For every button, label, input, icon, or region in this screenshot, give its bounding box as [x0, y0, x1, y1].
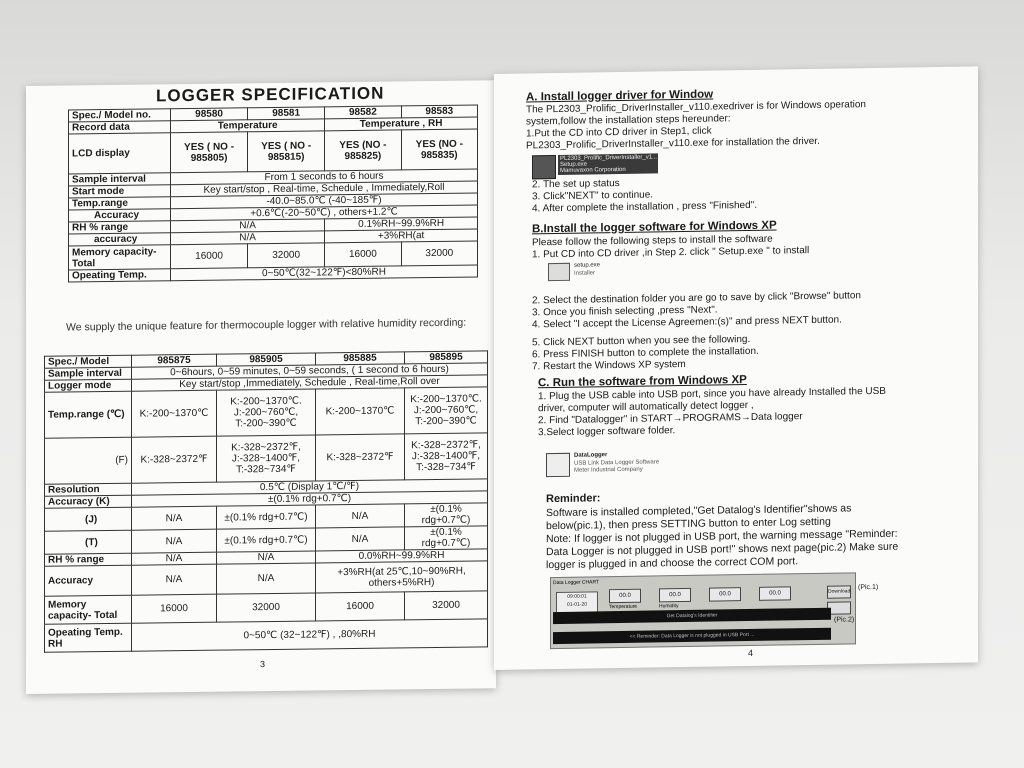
mem-cell: 32000 — [248, 243, 325, 268]
tf-cell: K:-328~2372℉, J:-328~1400℉, T:-328~734℉ — [405, 433, 488, 480]
acc-a: N/A — [132, 564, 217, 595]
op-label: Opeating Temp. RH — [45, 623, 132, 652]
reminder-line: Note: If logger is not plugged in USB port, the warning message "Reminder: — [546, 527, 898, 546]
setup-icon-label: setup.exe — [574, 262, 601, 269]
model: 985895 — [405, 351, 488, 364]
pic-value: 00.0 — [709, 587, 741, 602]
acct-cell: ±(0.1% rdg+0.7℃) — [405, 526, 488, 550]
rh-label: RH % range — [45, 553, 132, 566]
rh-c: 0.0%RH~99.9%RH — [316, 549, 488, 563]
acc-b: N/A — [217, 563, 316, 594]
accj-cell: N/A — [132, 506, 217, 530]
model: 985875 — [132, 354, 217, 367]
table-row — [69, 129, 478, 174]
tf-cell: K:-328~2372℉ — [316, 434, 405, 481]
rhacc-label: accuracy — [69, 233, 171, 246]
tc-cell: K:-200~1370℃ — [132, 390, 217, 437]
lcd-label: LCD display — [69, 133, 171, 174]
lcd-cell: YES (NO - 985825) — [325, 130, 401, 171]
start-value: Key start/stop , Real-time, Schedule , Immediately,Roll — [171, 181, 478, 197]
table-row — [45, 387, 488, 438]
model: 98582 — [325, 106, 401, 119]
pic-hum-label: Humidity — [659, 603, 679, 610]
acct-cell: N/A — [316, 527, 405, 551]
trange-value: -40.0~85.0℃ (-40~185℉) — [171, 193, 478, 209]
step-line: 4. Select "I accept the License Agreemen:(s)" and press NEXT button. — [532, 314, 842, 331]
acck-label: Accuracy (K) — [45, 495, 132, 508]
mem-cell: 32000 — [217, 593, 316, 622]
section-a-title: A. Install logger driver for Window — [526, 88, 714, 104]
acct-cell: ±(0.1% rdg+0.7℃) — [217, 528, 316, 552]
rh-a: N/A — [132, 552, 217, 565]
mode-value: Key start/stop ,Immediately, Schedule , Real-time,Roll over — [132, 375, 488, 391]
model: 98580 — [171, 108, 248, 121]
text-line: PL2303_Prolific_DriverInstaller_v110.exe for installation the driver. — [526, 135, 820, 152]
text-line: 1. Plug the USB cable into USB port, since you have already Installed the USB — [538, 385, 886, 403]
tc-cell: K:-200~1370℃. J:-200~760℃, T:-200~390℃ — [217, 389, 316, 436]
tf-cell: K:-328~2372℉ — [132, 436, 217, 483]
model: 98583 — [401, 105, 477, 118]
model: 985905 — [217, 353, 316, 366]
page-number: 3 — [260, 659, 266, 670]
spec-table-2 — [44, 350, 488, 652]
acct-cell: N/A — [132, 529, 217, 553]
accj-label: (J) — [45, 507, 132, 531]
mem-label: Memory capacity- Total — [45, 595, 132, 624]
mem-cell: 16000 — [132, 594, 217, 623]
sample-value: 0~6hours, 0~59 minutes, 0~59 seconds, ( 1 second to 6 hours) — [132, 363, 488, 379]
spec-label: Spec./ Model — [45, 355, 132, 368]
reminder-line: below(pic.1), then press SETTING button to enter Log setting — [546, 515, 831, 533]
acc-c: +3%RH(at 25℃,10~90%RH, others+5%RH) — [316, 561, 488, 593]
text-line: system,follow the installation steps hereunder: — [526, 113, 731, 128]
record-label: Record data — [69, 121, 171, 134]
step-line: 6. Press FINISH button to complete the installation. — [532, 345, 759, 361]
text-line: 2. Find "Datalogger" in START→PROGRAMS→Data logger — [538, 411, 803, 427]
text-line: driver, computer will automatically detect logger , — [538, 399, 754, 415]
reminder-line: Software is installed completed,"Get Datalog's Identifier"shows as — [546, 502, 852, 520]
acct-label: (T) — [45, 530, 132, 554]
thumb-line: PL2303_Prolific_DriverInstaller_v1... — [560, 154, 658, 162]
trange-label: Temp.range (℃) — [45, 391, 132, 438]
record-temp-rh: Temperature , RH — [325, 117, 478, 131]
acc-a: N/A — [171, 219, 325, 233]
rh-b: +3%RH(at — [325, 229, 478, 243]
section-c-title: C. Run the software from Windows XP — [538, 374, 747, 390]
sample-label: Sample interval — [45, 367, 132, 380]
table-row — [45, 433, 488, 484]
page-number: 4 — [748, 647, 754, 659]
sample-label: Sample interval — [69, 173, 171, 186]
rh-b: N/A — [217, 551, 316, 564]
step-line: 1. Put CD into CD driver ,in Step 2. click " Setup.exe " to install — [532, 245, 810, 261]
tc-cell: K:-200~1370℃. J:-200~760℃, T:-200~390℃ — [405, 387, 488, 434]
spec-table-1 — [68, 104, 478, 282]
right-page — [494, 66, 978, 670]
mem-cell: 16000 — [316, 592, 405, 621]
pic-temp-label: Temperature — [609, 603, 638, 611]
pic-bar-identifier: Get Datalog's Identifier — [553, 608, 831, 624]
rh-a: N/A — [171, 231, 325, 245]
pic-title: Data Logger CHART — [553, 579, 600, 587]
rh-label: RH % range — [69, 221, 171, 234]
spec-label: Spec./ Model no. — [69, 109, 171, 122]
page-title: LOGGER SPECIFICATION — [156, 83, 385, 106]
table-row — [45, 619, 488, 652]
text-line: Please follow the following steps to install the software — [532, 233, 773, 249]
section-b-title: B.Install the logger software for Windows XP — [532, 219, 777, 236]
tf-cell: K:-328~2372℉, J:-328~1400℉, T:-328~734℉ — [217, 435, 316, 482]
mem-cell: 32000 — [401, 241, 477, 266]
acc-label: Accuracy — [45, 565, 132, 596]
pic-value: 00.0 — [609, 589, 641, 604]
step-line: 5. Click NEXT button when you see the following. — [532, 333, 751, 349]
mem-cell: 16000 — [325, 242, 401, 267]
pic-value: 00.0 — [659, 588, 691, 603]
pic1-caption: (Pic.1) — [858, 583, 879, 592]
op-value: 0~50℃ (32~122℉) , ,80%RH — [132, 619, 488, 651]
setup-computer-icon — [548, 263, 570, 281]
accj-cell: N/A — [316, 504, 405, 528]
step-line: 4. After complete the installation , press "Finished". — [532, 199, 757, 215]
software-screenshot — [550, 572, 856, 649]
mem-cell: 16000 — [171, 244, 248, 269]
text-line: The PL2303_Prolific_DriverInstaller_v110.exedriver is for Windows operation — [526, 99, 866, 116]
step-line: 3. Once you finish selecting ,press "Next". — [532, 304, 718, 319]
record-temp: Temperature — [171, 119, 325, 133]
accj-cell: ±(0.1% rdg+0.7℃) — [217, 505, 316, 529]
datalogger-icon-label: DataLogger — [574, 452, 608, 459]
res-label: Resolution — [45, 483, 132, 496]
step-line: 2. Select the destination folder you are go to save by click "Browse" button — [532, 290, 861, 307]
step-line: 3. Click"NEXT" to continue. — [532, 189, 654, 203]
reminder-title: Reminder: — [546, 492, 601, 506]
lcd-cell: YES (NO - 985835) — [401, 129, 477, 170]
acc-label: Accuracy — [69, 209, 171, 222]
reminder-line: logger is plugged in and choose the correct COM port. — [546, 555, 799, 572]
datalogger-pen-icon — [546, 453, 570, 477]
thumb-line: Mamuvaxon Corporation — [560, 166, 626, 174]
driver-installer-thumb — [558, 153, 658, 175]
acc-b: 0.1%RH~99.9%RH — [325, 217, 478, 231]
datalogger-icon-sub: Meter Industrial Company — [574, 466, 643, 474]
pic-download-button: Download — [827, 585, 851, 598]
pic-bar-reminder: << Reminder: Data Logger is not plugged in USB Port ... — [553, 628, 831, 644]
text-line: 3.Select logger software folder. — [538, 425, 676, 439]
lcd-cell: YES ( NO - 985805) — [171, 132, 248, 173]
mem-cell: 32000 — [405, 591, 488, 620]
sample-value: From 1 seconds to 6 hours — [171, 169, 478, 185]
left-page — [26, 80, 496, 694]
op-label: Opeating Temp. — [69, 269, 171, 282]
setup-icon-sub: Installer — [574, 270, 596, 277]
reminder-line: Data Logger is not plugged in USB port!" shows next page(pic.2) Make sure — [546, 540, 899, 559]
acck-value: ±(0.1% rdg+0.7℃) — [132, 491, 488, 507]
pic-time: 09:00:01 — [567, 593, 587, 600]
tacc-value: +0.6℃(-20~50℃) , others+1.2℃ — [171, 205, 478, 221]
datalogger-icon-sub: USB Link Data Logger Software — [574, 459, 660, 467]
pic-value: 00.0 — [759, 586, 791, 601]
res-value: 0.5℃ (Display 1℃/℉) — [132, 479, 488, 495]
model: 985885 — [316, 352, 405, 365]
humidity-note: We supply the unique feature for thermocouple logger with relative humidity recording: — [66, 316, 467, 334]
accj-cell: ±(0.1% rdg+0.7℃) — [405, 503, 488, 527]
trange-label: Temp.range — [69, 197, 171, 210]
text-line: 1.Put the CD into CD driver in Step1, click — [526, 125, 712, 140]
thumb-line: Setup.exe — [560, 161, 588, 168]
start-label: Start mode — [69, 185, 171, 198]
pic2-caption: (Pic.2) — [834, 616, 855, 624]
pic-date: 01-01-20 — [566, 601, 587, 608]
model: 98581 — [248, 107, 325, 120]
driver-installer-icon — [532, 155, 556, 179]
f-label: (F) — [45, 437, 132, 484]
step-line: 7. Restart the Windows XP system — [532, 358, 686, 373]
step-line: 2. The set up status — [532, 178, 620, 191]
mem-label: Memory capacity-Total — [69, 245, 171, 270]
lcd-cell: YES ( NO - 985815) — [248, 131, 325, 172]
op-value: 0~50℃(32~122℉)<80%RH — [171, 265, 478, 281]
tc-cell: K:-200~1370℃ — [316, 388, 405, 435]
mode-label: Logger mode — [45, 379, 132, 392]
